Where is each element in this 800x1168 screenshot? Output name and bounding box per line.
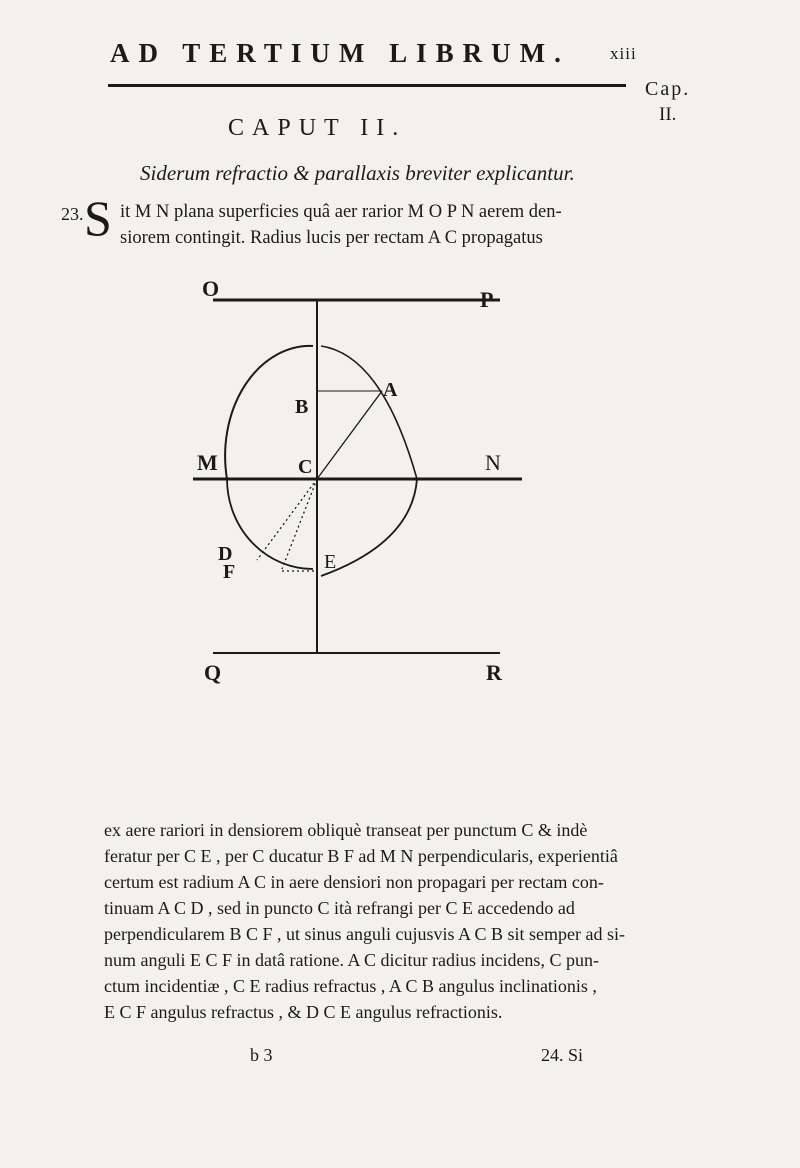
paragraph-number: 23. [61, 204, 84, 224]
signature-mark: b 3 [250, 1045, 273, 1065]
body-line-2: feratur per C E , per C ducatur B F ad M N perpendicularis, experientiâ [104, 846, 618, 866]
ray-ce-dotted [282, 479, 317, 569]
label-c: C [298, 456, 313, 478]
drop-cap: S [84, 190, 112, 246]
body-line-6: num anguli E C F in datâ ratione. A C dicitur radius incidens, C pun- [104, 950, 599, 970]
margin-chapter-label: Cap. [645, 78, 691, 100]
label-b: B [295, 396, 309, 418]
chapter-title: CAPUT II. [228, 115, 407, 141]
label-o: O [202, 276, 220, 301]
label-f: F [223, 561, 236, 583]
paragraph-line-1: it M N plana superficies quâ aer rarior M O P N aerem den- [120, 202, 562, 222]
page-number: xiii [610, 44, 637, 63]
circle-lower-left [227, 479, 313, 569]
ray-ac [317, 391, 382, 479]
header-rule [108, 84, 626, 87]
body-line-1: ex aere rariori in densiorem obliquè transeat per punctum C & indè [104, 820, 588, 840]
body-line-5: perpendicularem B C F , ut sinus anguli cujusvis A C B sit semper ad si- [104, 924, 625, 944]
body-line-8: E C F angulus refractus , & D C E angulus refractionis. [104, 1002, 503, 1022]
body-line-4: tinuam A C D , sed in puncto C ità refrangi per C E accedendo ad [104, 898, 575, 918]
body-line-7: ctum incidentiæ , C E radius refractus , A C B angulus inclinationis , [104, 976, 597, 996]
body-line-3: certum est radium A C in aere densiori non propagari per rectam con- [104, 872, 604, 892]
running-head: AD TERTIUM LIBRUM. [110, 38, 570, 68]
refraction-diagram [197, 276, 522, 685]
paragraph-line-2: siorem contingit. Radius lucis per rectam A C propagatus [120, 228, 543, 248]
catchword: 24. Si [541, 1045, 584, 1065]
label-n: N [485, 450, 501, 475]
chapter-subtitle: Siderum refractio & parallaxis breviter explicantur. [140, 161, 575, 185]
label-m: M [197, 450, 218, 475]
circle-upper-right [321, 346, 417, 479]
ray-cd-dotted [257, 479, 317, 560]
label-r: R [486, 660, 502, 685]
margin-chapter-number: II. [659, 104, 677, 125]
label-q: Q [204, 660, 222, 685]
label-a: A [383, 379, 398, 401]
label-d: D [218, 543, 233, 565]
label-e: E [324, 551, 337, 573]
label-p: P [480, 287, 494, 312]
